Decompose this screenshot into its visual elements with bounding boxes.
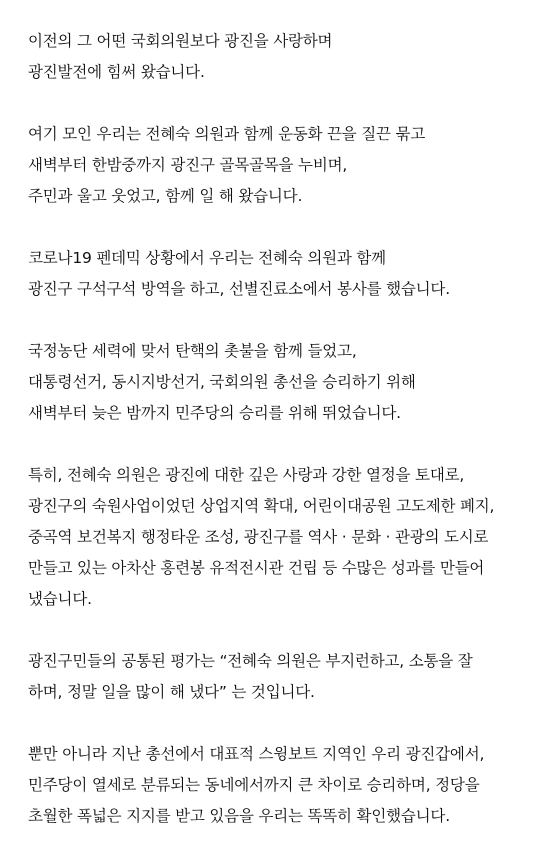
text-line: 냈습니다.: [28, 590, 92, 608]
text-line: 광진구 구석구석 방역을 하고, 선별진료소에서 봉사를 했습니다.: [28, 280, 450, 298]
paragraph-5: [28, 460, 548, 615]
text-line: 광진발전에 힘써 왔습니다.: [28, 63, 205, 81]
text-line: 이전의 그 어떤 국회의원보다 광진을 사랑하며: [28, 32, 333, 50]
text-line: 대통령선거, 동시지방선거, 국회의원 총선을 승리하기 위해: [28, 373, 416, 391]
text-line: 뿐만 아니라 지난 총선에서 대표적 스윙보트 지역인 우리 광진갑에서,: [28, 745, 485, 763]
document-body: [28, 26, 548, 863]
text-line: 만들고 있는 아차산 홍련봉 유적전시관 건립 등 수많은 성과를 만들어: [28, 559, 485, 577]
paragraph-6: [28, 646, 548, 708]
text-line: 주민과 울고 웃었고, 함께 일 해 왔습니다.: [28, 187, 303, 205]
text-line: 광진구민들의 공통된 평가는 “전혜숙 의원은 부지런하고, 소통을 잘: [28, 652, 473, 670]
text-line: 중곡역 보건복지 행정타운 조성, 광진구를 역사 · 문화 · 관광의 도시로: [28, 528, 489, 546]
paragraph-1: [28, 26, 548, 88]
paragraph-3: [28, 243, 548, 305]
text-line: 여기 모인 우리는 전혜숙 의원과 함께 운동화 끈을 질끈 묶고: [28, 125, 426, 143]
text-line: 새벽부터 늦은 밤까지 민주당의 승리를 위해 뛰었습니다.: [28, 404, 401, 422]
text-line: 광진구의 숙원사업이었던 상업지역 확대, 어린이대공원 고도제한 폐지,: [28, 497, 495, 515]
paragraph-2: [28, 119, 548, 212]
paragraph-4: [28, 336, 548, 429]
paragraph-7: [28, 739, 548, 832]
text-line: 특히, 전혜숙 의원은 광진에 대한 깊은 사랑과 강한 열정을 토대로,: [28, 466, 465, 484]
text-line: 국정농단 세력에 맞서 탄핵의 촛불을 함께 들었고,: [28, 342, 357, 360]
text-line: 새벽부터 한밤중까지 광진구 골목골목을 누비며,: [28, 156, 348, 174]
text-line: 하며, 정말 일을 많이 해 냈다” 는 것입니다.: [28, 683, 315, 701]
text-line: 초월한 폭넓은 지지를 받고 있음을 우리는 똑똑히 확인했습니다.: [28, 807, 450, 825]
text-line: 코로나19 펜데믹 상황에서 우리는 전혜숙 의원과 함께: [28, 249, 386, 267]
text-line: 민주당이 열세로 분류되는 동네에서까지 큰 차이로 승리하며, 정당을: [28, 776, 480, 794]
